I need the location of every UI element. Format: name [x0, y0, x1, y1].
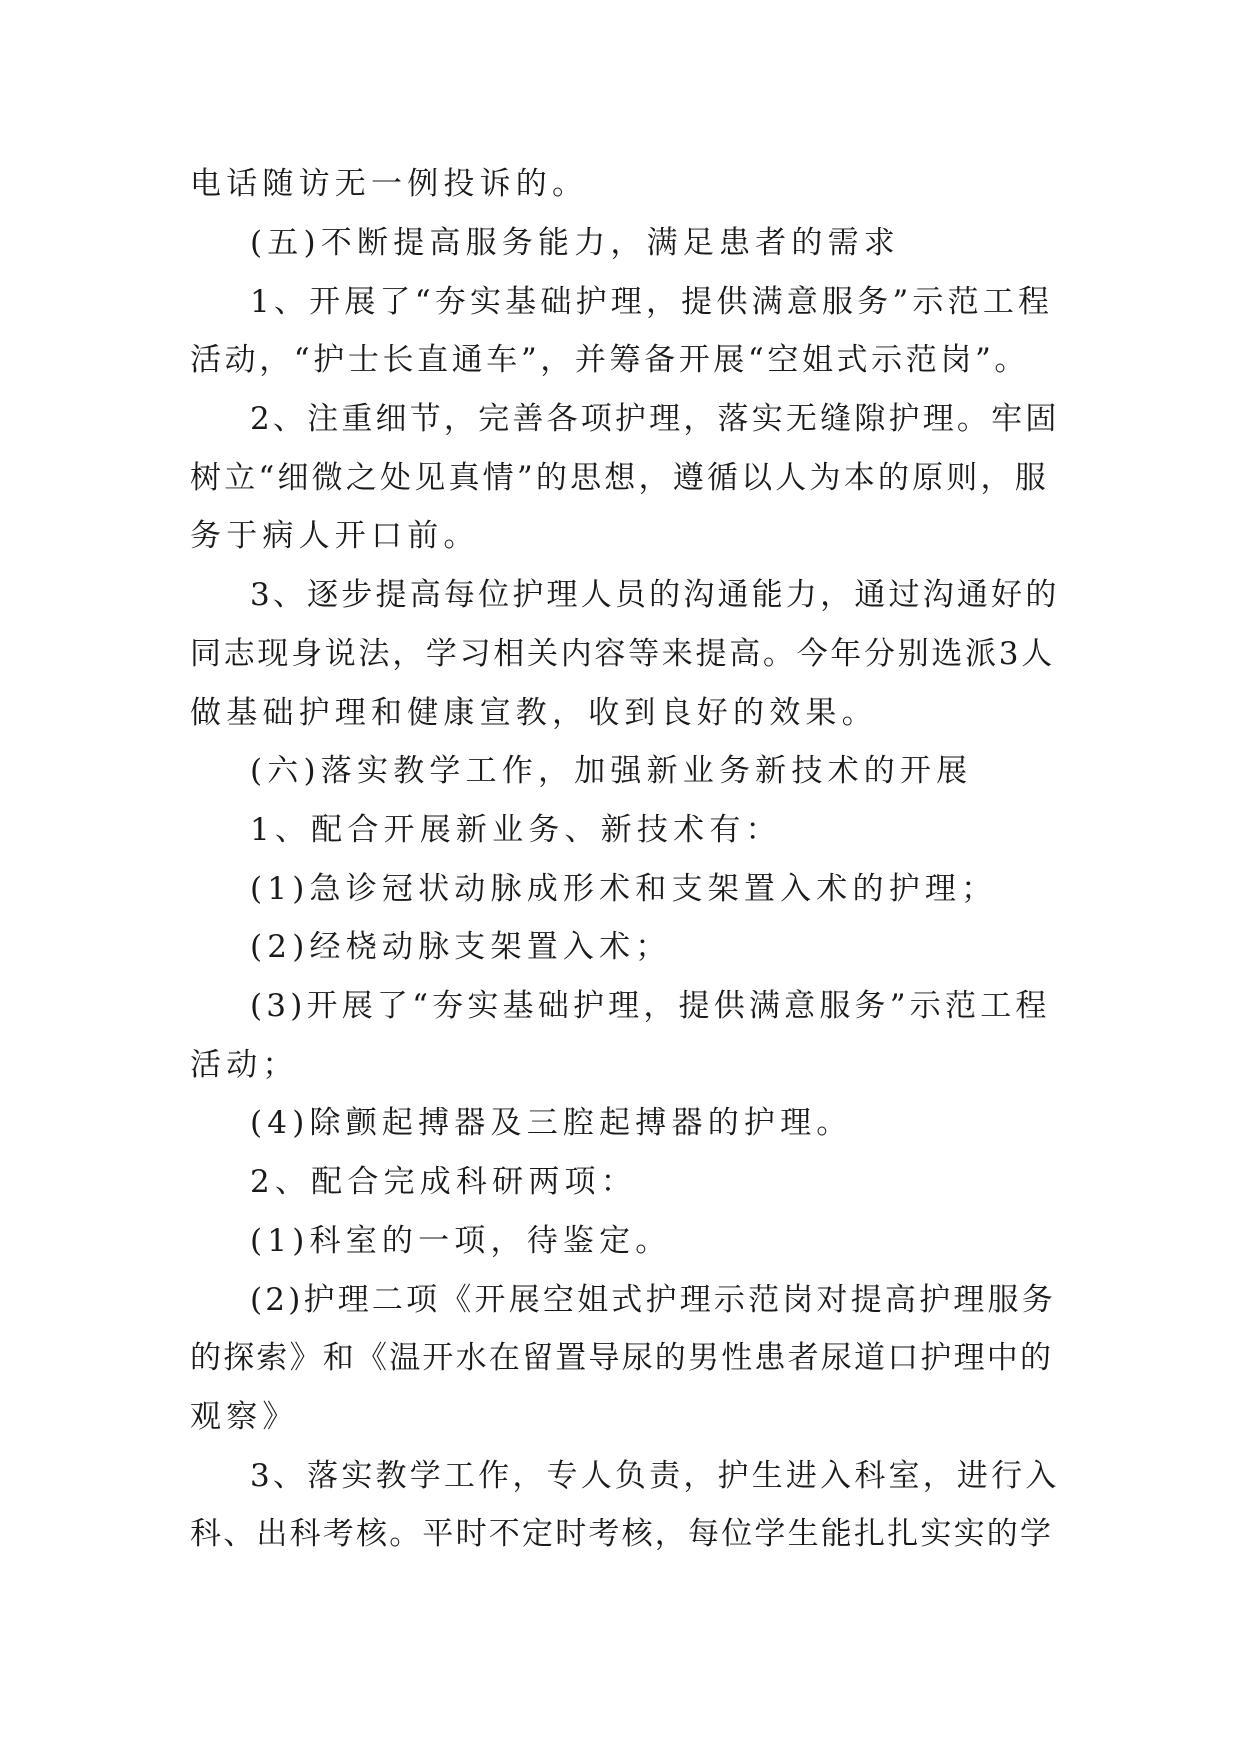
- text-line-12: 1、配合开展新业务、新技术有：: [250, 812, 782, 848]
- text-line-10: 做基础护理和健康宣教，收到良好的效果。: [190, 695, 878, 731]
- text-line-13: (1)急诊冠状动脉成形术和支架置入术的护理；: [250, 871, 998, 907]
- text-line-21: 的探索》和《温开水在留置导尿的男性患者尿道口护理中的: [190, 1340, 1054, 1376]
- text-line-22: 观察》: [190, 1399, 299, 1435]
- text-line-19: (1)科室的一项，待鉴定。: [250, 1223, 672, 1259]
- section-heading-5: (五)不断提高服务能力，满足患者的需求: [250, 225, 900, 261]
- text-line-7: 务于病人开口前。: [190, 518, 480, 554]
- text-line-5: 2、注重细节，完善各项护理，落实无缝隙护理。牢固: [250, 401, 1060, 437]
- text-line-3: 1、开展了“夯实基础护理，提供满意服务”示范工程: [250, 284, 1054, 320]
- text-line-24: 科、出科考核。平时不定时考核，每位学生能扎扎实实的学: [190, 1516, 1054, 1552]
- text-line-14: (2)经桡动脉支架置入术；: [250, 929, 672, 965]
- text-line-16: 活动；: [190, 1047, 299, 1083]
- text-line-20: (2)护理二项《开展空姐式护理示范岗对提高护理服务: [250, 1282, 1056, 1318]
- section-heading-6: (六)落实教学工作，加强新业务新技术的开展: [250, 753, 973, 789]
- text-line-23: 3、落实教学工作，专人负责，护生进入科室，进行入: [250, 1458, 1060, 1494]
- text-line-6: 树立“细微之处见真情”的思想，遵循以人为本的原则，服: [190, 460, 1049, 496]
- text-line-8: 3、逐步提高每位护理人员的沟通能力，通过沟通好的: [250, 577, 1060, 613]
- text-line-15: (3)开展了“夯实基础护理，提供满意服务”示范工程: [250, 988, 1051, 1024]
- text-line-18: 2、配合完成科研两项：: [250, 1164, 637, 1200]
- text-line-9: 同志现身说法，学习相关内容等来提高。今年分别选派3人: [190, 636, 1055, 672]
- text-line-1: 电话随访无一例投诉的。: [190, 166, 589, 202]
- text-line-4: 活动，“护士长直通车”，并筹备开展“空姐式示范岗”。: [190, 342, 1029, 378]
- text-line-17: (4)除颤起搏器及三腔起搏器的护理。: [250, 1105, 853, 1141]
